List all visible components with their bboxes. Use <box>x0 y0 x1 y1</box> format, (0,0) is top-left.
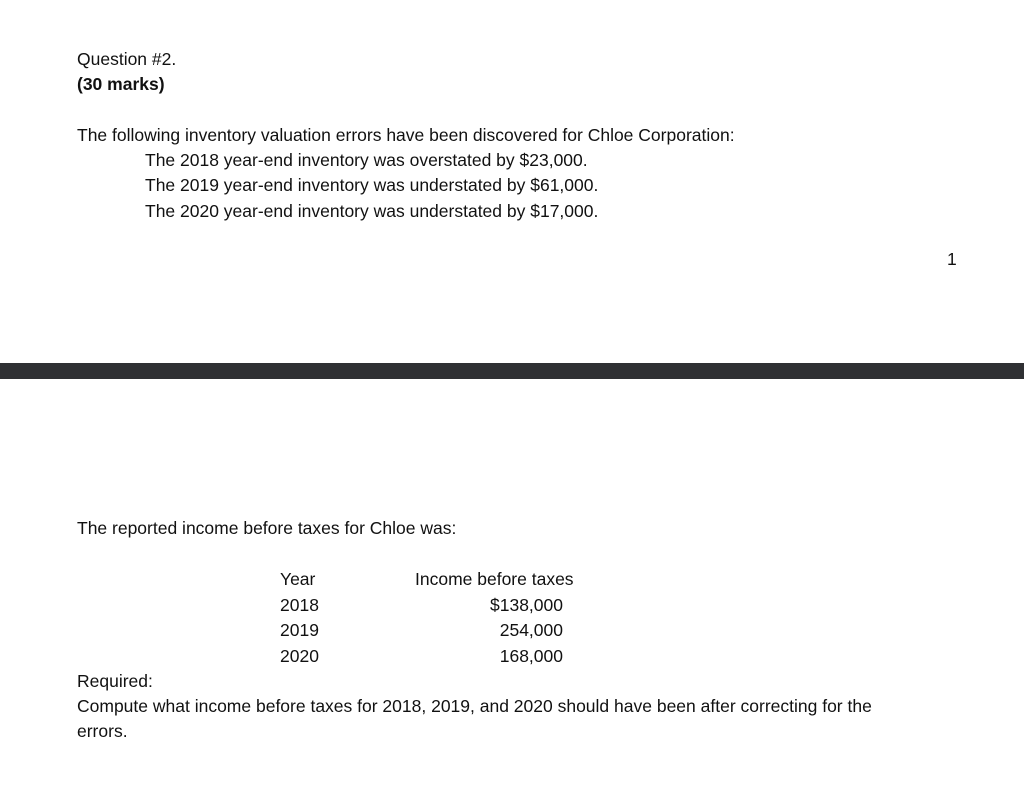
table-header-year: Year <box>280 569 316 589</box>
table-cell-income: $138,000 <box>490 595 563 615</box>
table-cell-income: 254,000 <box>499 620 563 640</box>
required-line-2: errors. <box>77 721 128 741</box>
question-marks: (30 marks) <box>77 74 165 94</box>
error-item-2020: The 2020 year-end inventory was understated by $17,000. <box>145 201 599 221</box>
error-item-2019: The 2019 year-end inventory was understated by $61,000. <box>145 175 599 195</box>
reported-intro-text: The reported income before taxes for Chloe was: <box>77 518 457 538</box>
page-divider <box>0 363 1024 379</box>
required-label: Required: <box>77 671 153 691</box>
intro-text: The following inventory valuation errors have been discovered for Chloe Corporation: <box>77 125 735 145</box>
question-title: Question #2. <box>77 49 177 69</box>
table-cell-year: 2020 <box>280 646 319 666</box>
required-line-1: Compute what income before taxes for 2018, 2019, and 2020 should have been after correcting for the <box>77 696 872 716</box>
table-cell-income: 168,000 <box>499 646 563 666</box>
page-number: 1 <box>947 249 957 269</box>
table-header-income: Income before taxes <box>415 569 574 589</box>
table-cell-year: 2018 <box>280 595 319 615</box>
error-item-2018: The 2018 year-end inventory was overstated by $23,000. <box>145 150 588 170</box>
table-cell-year: 2019 <box>280 620 319 640</box>
